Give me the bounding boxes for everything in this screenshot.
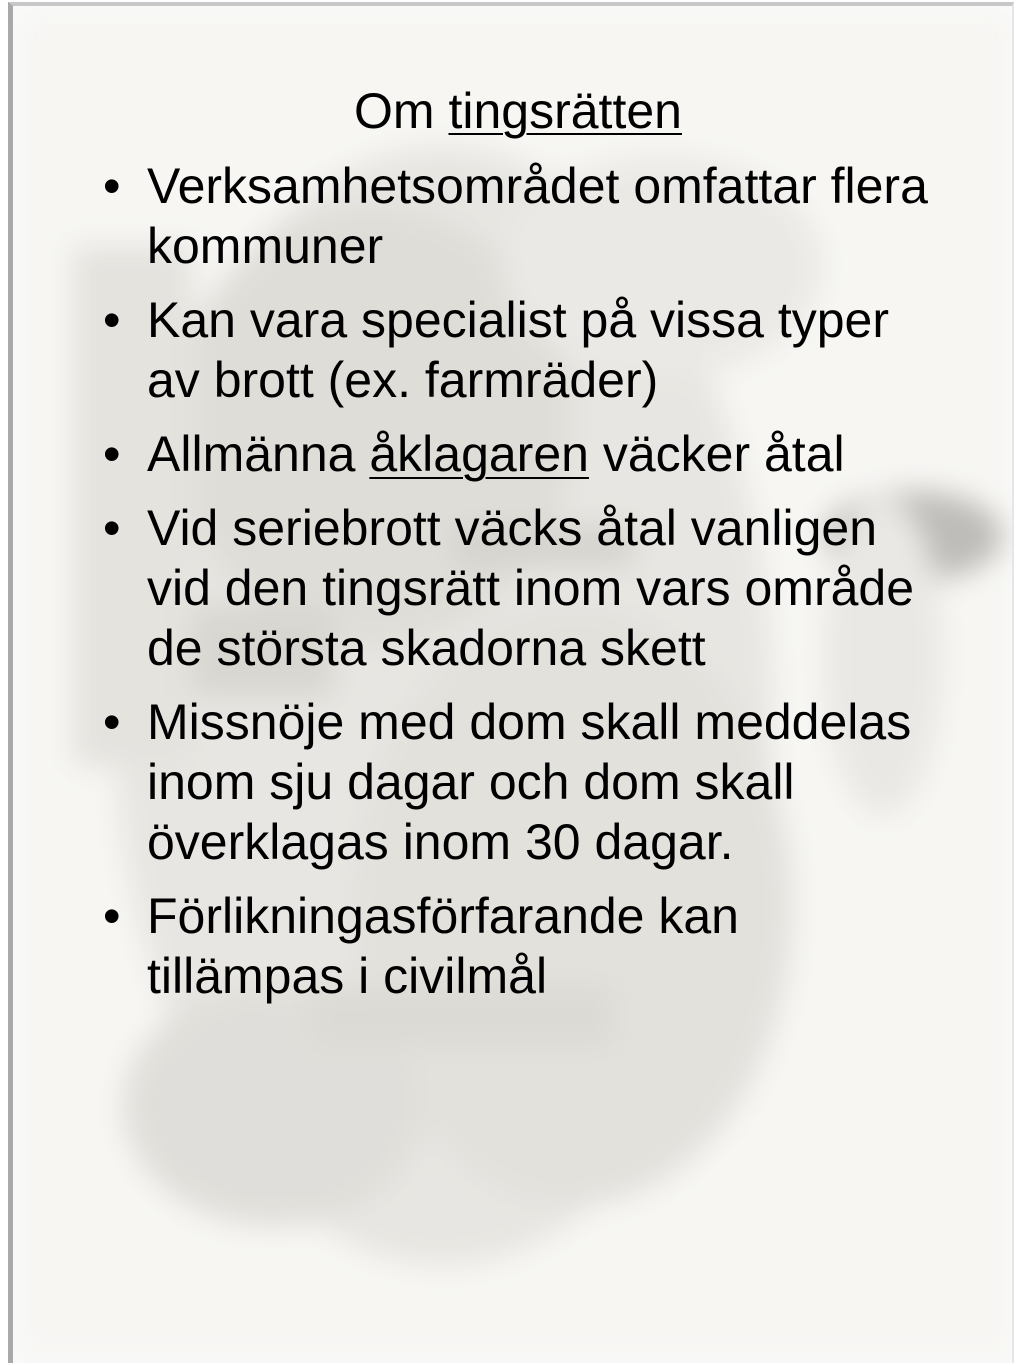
bullet-item (93, 424, 933, 484)
bullet-dot: • (103, 426, 121, 482)
bullet-item (93, 290, 933, 410)
bullet-dot: • (103, 888, 121, 944)
bullet-item (93, 886, 933, 1006)
link-aklagaren[interactable]: åklagaren (369, 426, 589, 482)
slide-content (13, 6, 1013, 1361)
bullet-item (93, 156, 933, 276)
slide (8, 2, 1014, 1363)
bullet-dot: • (103, 158, 121, 214)
bullet-text: Verksamhetsområdet omfattar flera kommuner (147, 158, 928, 274)
bullet-dot: • (103, 500, 121, 556)
slide-title (13, 78, 1014, 144)
bullet-list (93, 156, 933, 1020)
bullet-item (93, 692, 933, 872)
bullet-dot: • (103, 694, 121, 750)
bullet-text-pre: Allmänna (147, 426, 370, 482)
bullet-item (93, 498, 933, 678)
title-link-tingsratten[interactable]: tingsrätten (448, 83, 682, 139)
title-prefix: Om (354, 83, 435, 139)
bullet-dot: • (103, 292, 121, 348)
bullet-text: Kan vara specialist på vissa typer av brott (ex. farmräder) (147, 292, 890, 408)
bullet-text-post: väcker åtal (588, 426, 845, 482)
bullet-text: Förlikningasförfarande kan tillämpas i civilmål (147, 888, 739, 1004)
bullet-text: Missnöje med dom skall meddelas inom sju dagar och dom skall överklagas inom 30 dagar. (147, 694, 912, 870)
bullet-text: Vid seriebrott väcks åtal vanligen vid den tingsrätt inom vars område de största skadorna skett (147, 500, 915, 676)
